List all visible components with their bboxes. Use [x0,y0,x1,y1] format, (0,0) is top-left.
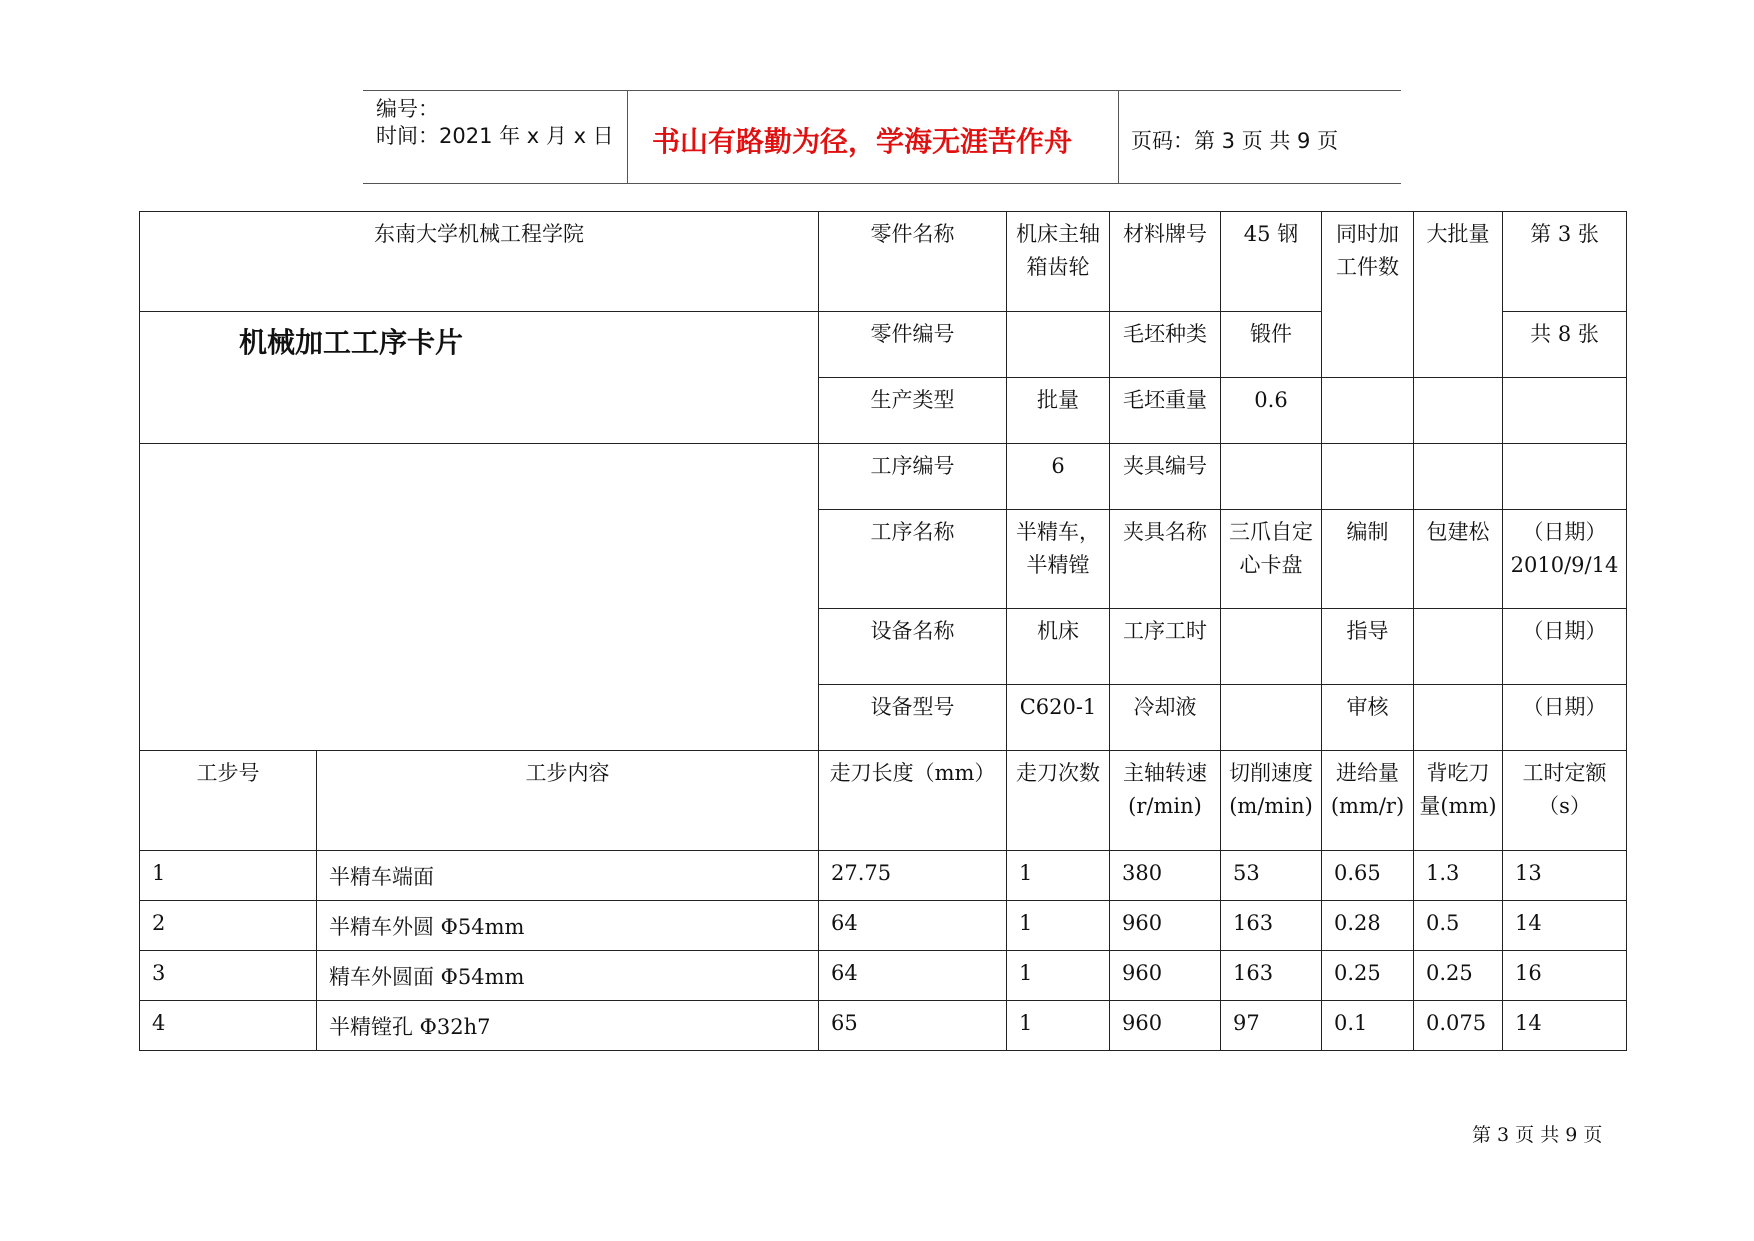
part-name-value: 机床主轴箱齿轮 [1007,212,1110,312]
header-divider-right [1118,90,1119,184]
equip-name-label: 设备名称 [819,609,1007,685]
cell: 380 [1110,851,1221,901]
table-row [140,951,1627,1001]
empty-cell [1503,444,1627,510]
op-name-value: 半精车，半精镗 [1007,510,1110,609]
fixture-name-label: 夹具名称 [1110,510,1221,609]
empty-cell [1414,685,1503,751]
cell: 1.3 [1414,851,1503,901]
table-row [140,1001,1627,1051]
compile-value: 包建松 [1414,510,1503,609]
coolant-label: 冷却液 [1110,685,1221,751]
empty-cell [1503,378,1627,444]
col-header: 工时定额（s） [1503,751,1627,851]
sketch-area [140,444,819,751]
cell: 163 [1221,901,1322,951]
equip-model-label: 设备型号 [819,685,1007,751]
col-header: 主轴转速(r/min) [1110,751,1221,851]
op-time-label: 工序工时 [1110,609,1221,685]
step-content: 精车外圆面 Φ54mm [317,951,819,1001]
process-card-table [139,211,1627,1051]
review-date: （日期） [1503,685,1627,751]
prod-type-value: 批量 [1007,378,1110,444]
date-label: 时间：2021 年 x 月 x 日 [376,124,614,148]
cell: 1 [1007,1001,1110,1051]
header-top-rule [363,90,1401,91]
cell: 0.5 [1414,901,1503,951]
card-title-cell [140,312,819,444]
step-no: 1 [140,851,317,901]
page-footer: 第 3 页 共 9 页 [1472,1124,1603,1146]
card-title: 机械加工工序卡片 [239,326,464,359]
col-header: 进给量(mm/r) [1322,751,1414,851]
blank-weight-value: 0.6 [1221,378,1322,444]
compile-date: （日期）2010/9/14 [1503,510,1627,609]
table-row [140,901,1627,951]
fixture-no-label: 夹具编号 [1110,444,1221,510]
cell: 16 [1503,951,1627,1001]
equip-model-value: C620-1 [1007,685,1110,751]
compile-label: 编制 [1322,510,1414,609]
empty-cell [1221,444,1322,510]
fixture-name-value: 三爪自定心卡盘 [1221,510,1322,609]
empty-cell [1322,378,1414,444]
cell: 65 [819,1001,1007,1051]
cell: 1 [1007,951,1110,1001]
cell: 1 [1007,901,1110,951]
step-content: 半精车端面 [317,851,819,901]
col-header: 工步号 [140,751,317,851]
cell: 0.075 [1414,1001,1503,1051]
empty-cell [1221,685,1322,751]
step-no: 3 [140,951,317,1001]
header-divider-left [627,90,628,184]
cell: 960 [1110,951,1221,1001]
cell: 64 [819,951,1007,1001]
col-header: 背吃刀量(mm) [1414,751,1503,851]
op-no-value: 6 [1007,444,1110,510]
cell: 64 [819,901,1007,951]
empty-cell [1414,378,1503,444]
col-header: 工步内容 [317,751,819,851]
op-no-label: 工序编号 [819,444,1007,510]
cell: 53 [1221,851,1322,901]
cell: 0.1 [1322,1001,1414,1051]
step-content: 半精车外圆 Φ54mm [317,901,819,951]
material-label: 材料牌号 [1110,212,1221,312]
cell: 13 [1503,851,1627,901]
cell: 14 [1503,1001,1627,1051]
header-bottom-rule [363,183,1401,184]
cell: 960 [1110,1001,1221,1051]
op-name-label: 工序名称 [819,510,1007,609]
guide-date: （日期） [1503,609,1627,685]
material-value: 45 钢 [1221,212,1322,312]
cell: 14 [1503,901,1627,951]
school-name: 东南大学机械工程学院 [140,212,819,312]
cell: 0.28 [1322,901,1414,951]
part-no-label: 零件编号 [819,312,1007,378]
cell: 1 [1007,851,1110,901]
cell: 0.25 [1414,951,1503,1001]
part-no-value [1007,312,1110,378]
empty-cell [1414,444,1503,510]
col-header: 走刀长度（mm） [819,751,1007,851]
equip-name-value: 机床 [1007,609,1110,685]
col-header: 切削速度(m/min) [1221,751,1322,851]
blank-weight-label: 毛坯重量 [1110,378,1221,444]
steps-header-row [140,751,1627,851]
step-no: 2 [140,901,317,951]
step-no: 4 [140,1001,317,1051]
blank-type-value: 锻件 [1221,312,1322,378]
step-content: 半精镗孔 Φ32h7 [317,1001,819,1051]
col-header: 走刀次数 [1007,751,1110,851]
cell: 27.75 [819,851,1007,901]
review-label: 审核 [1322,685,1414,751]
cell: 960 [1110,901,1221,951]
sheet-total: 共 8 张 [1503,312,1627,378]
table-row [140,851,1627,901]
simul-count-label: 同时加工件数 [1322,212,1414,378]
empty-cell [1322,444,1414,510]
serial-label: 编号： [376,97,439,121]
cell: 97 [1221,1001,1322,1051]
empty-cell [1221,609,1322,685]
cell: 163 [1221,951,1322,1001]
motto: 书山有路勤为径，学海无涯苦作舟 [652,125,1073,158]
cell: 0.25 [1322,951,1414,1001]
sheet-number: 第 3 张 [1503,212,1627,312]
prod-type-label: 生产类型 [819,378,1007,444]
part-name-label: 零件名称 [819,212,1007,312]
guide-label: 指导 [1322,609,1414,685]
simul-count-value: 大批量 [1414,212,1503,378]
cell: 0.65 [1322,851,1414,901]
blank-type-label: 毛坯种类 [1110,312,1221,378]
empty-cell [1414,609,1503,685]
page-label: 页码：第 3 页 共 9 页 [1131,129,1339,153]
